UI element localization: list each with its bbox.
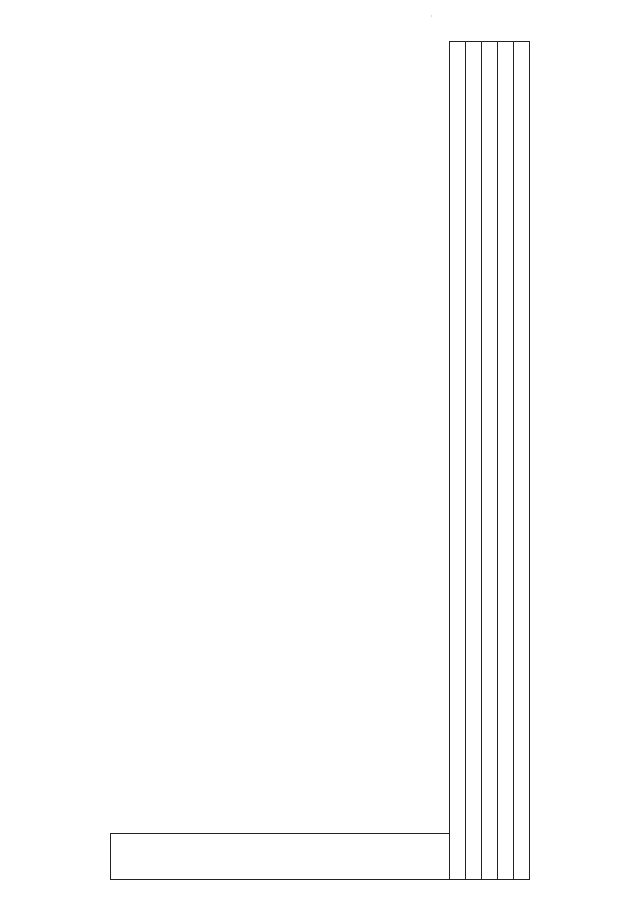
subprogram-title: [450, 42, 466, 880]
measure-4-1-row: [466, 42, 482, 880]
measure-4-1-title: [466, 42, 482, 880]
continued-row-label: [110, 834, 450, 880]
continued-row: [110, 42, 450, 880]
activity-4-2-1-row: [514, 42, 530, 880]
rotated-table-container: [110, 50, 530, 880]
activity-4-2-1-title: [514, 42, 530, 880]
table-body: [110, 42, 530, 880]
activity-4-1-1-row: [482, 42, 498, 880]
subprogram-row: [450, 42, 466, 880]
indicator-table: [110, 41, 530, 880]
measure-4-2-title: [498, 42, 514, 880]
measure-4-2-row: [498, 42, 514, 880]
activity-4-1-1-title: [482, 42, 498, 880]
scan-speck: ·: [430, 12, 433, 21]
